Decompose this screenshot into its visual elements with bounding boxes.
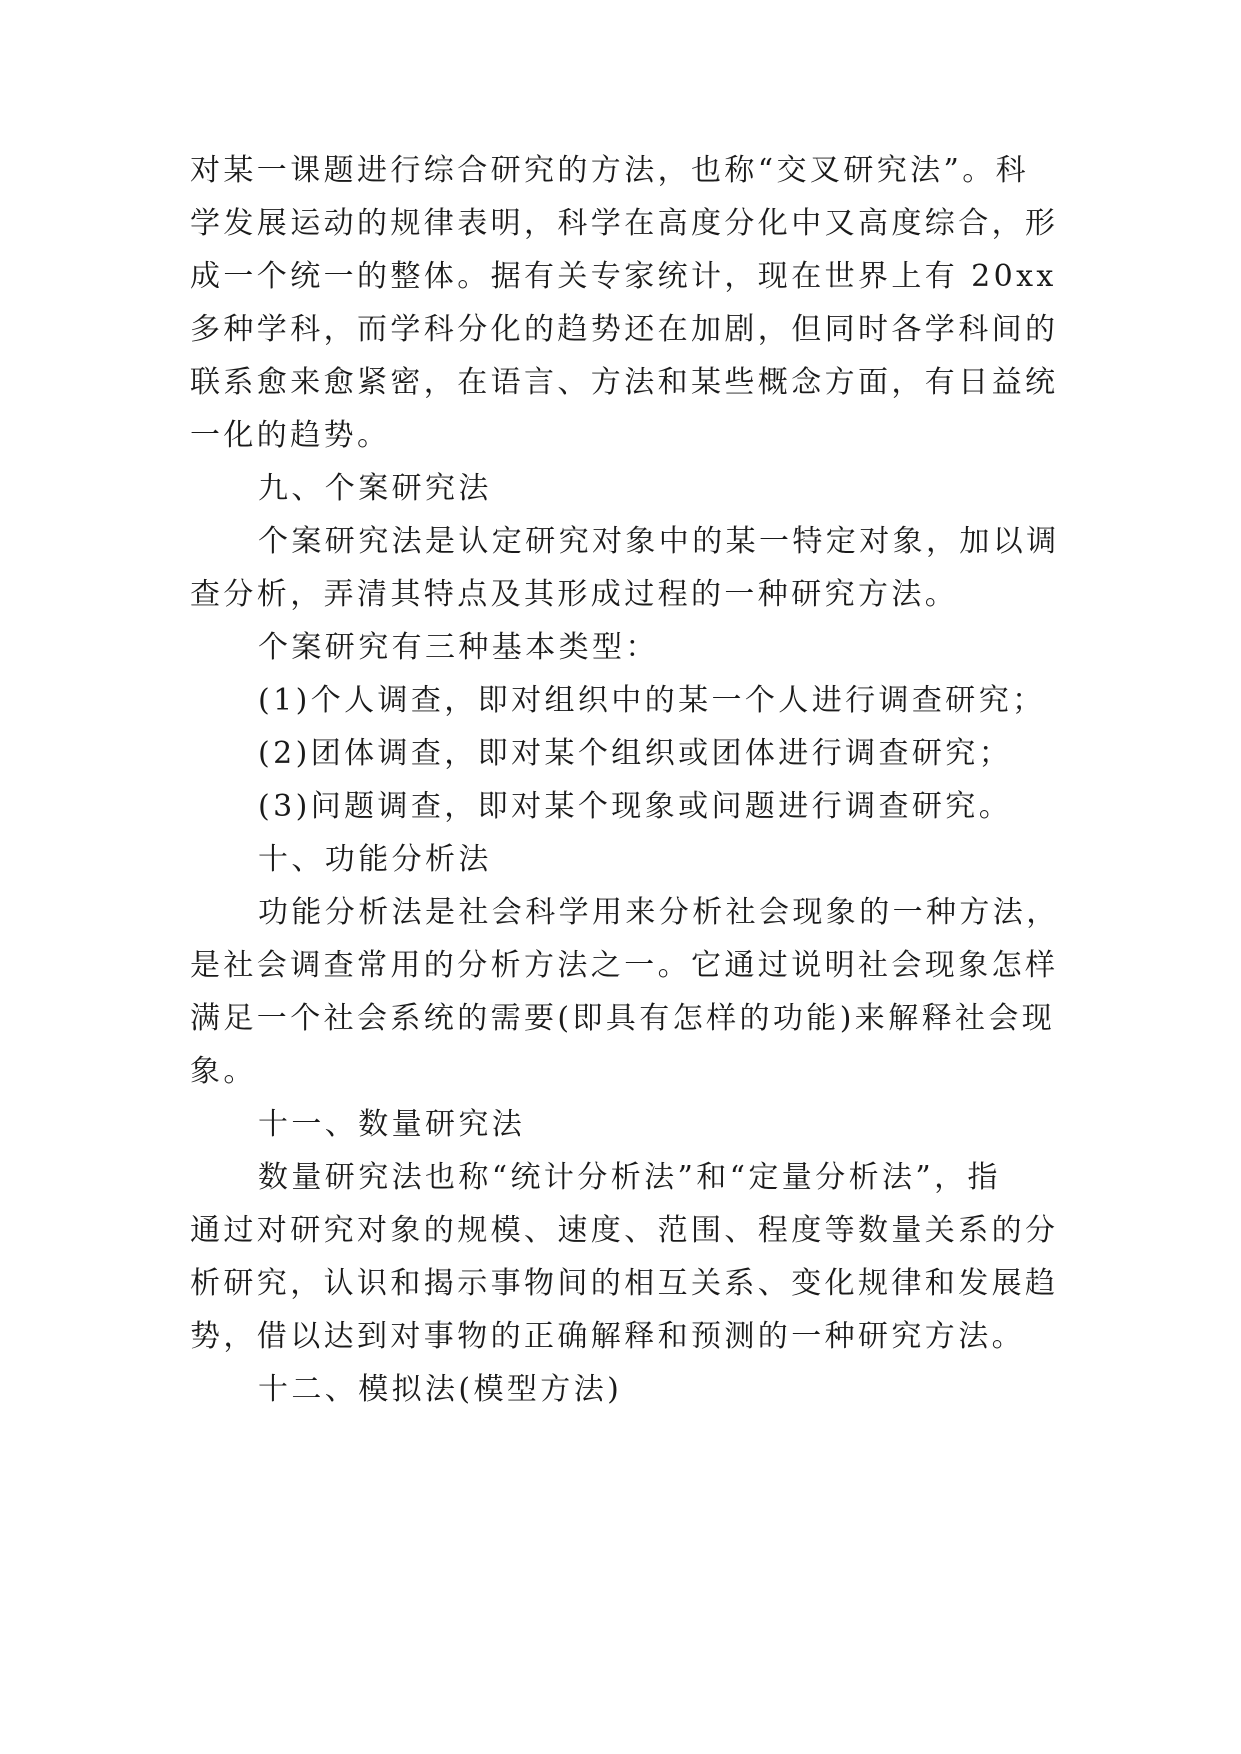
body-text-line: 功能分析法是社会科学用来分析社会现象的一种方法， (258, 895, 1060, 930)
body-text-line: 联系愈来愈紧密，在语言、方法和某些概念方面，有日益统 (190, 365, 1059, 400)
body-text-line: 个案研究法是认定研究对象中的某一特定对象，加以调 (258, 524, 1060, 559)
body-text-line: 是社会调查常用的分析方法之一。它通过说明社会现象怎样 (190, 948, 1059, 983)
body-text-line: 一化的趋势。 (190, 418, 391, 453)
body-text-line: 数量研究法也称“统计分析法”和“定量分析法”，指 (258, 1160, 1001, 1195)
list-item: (3)问题调查，即对某个现象或问题进行调查研究。 (258, 789, 1013, 824)
body-text-line: 成一个统一的整体。据有关专家统计，现在世界上有 20xx (190, 259, 1057, 294)
body-text-line: 满足一个社会系统的需要(即具有怎样的功能)来解释社会现 (190, 1001, 1056, 1036)
body-text-line: 多种学科，而学科分化的趋势还在加剧，但同时各学科间的 (190, 312, 1059, 347)
body-text-line: 象。 (190, 1054, 257, 1089)
section-heading: 十二、模拟法(模型方法) (258, 1372, 623, 1407)
body-text-line: 通过对研究对象的规模、速度、范围、程度等数量关系的分 (190, 1213, 1059, 1248)
section-heading: 十、功能分析法 (258, 842, 492, 877)
list-item: (1)个人调查，即对组织中的某一个人进行调查研究； (258, 683, 1046, 718)
section-heading: 十一、数量研究法 (258, 1107, 526, 1142)
section-heading: 九、个案研究法 (258, 471, 492, 506)
body-text-line: 查分析，弄清其特点及其形成过程的一种研究方法。 (190, 577, 959, 612)
body-text-line: 对某一课题进行综合研究的方法，也称“交叉研究法”。科 (190, 153, 1030, 188)
list-item: (2)团体调查，即对某个组织或团体进行调查研究； (258, 736, 1013, 771)
body-text-line: 势，借以达到对事物的正确解释和预测的一种研究方法。 (190, 1319, 1025, 1354)
body-text-line: 析研究，认识和揭示事物间的相互关系、变化规律和发展趋 (190, 1266, 1059, 1301)
body-text-line: 学发展运动的规律表明，科学在高度分化中又高度综合，形 (190, 206, 1059, 241)
body-text-line: 个案研究有三种基本类型： (258, 630, 659, 665)
